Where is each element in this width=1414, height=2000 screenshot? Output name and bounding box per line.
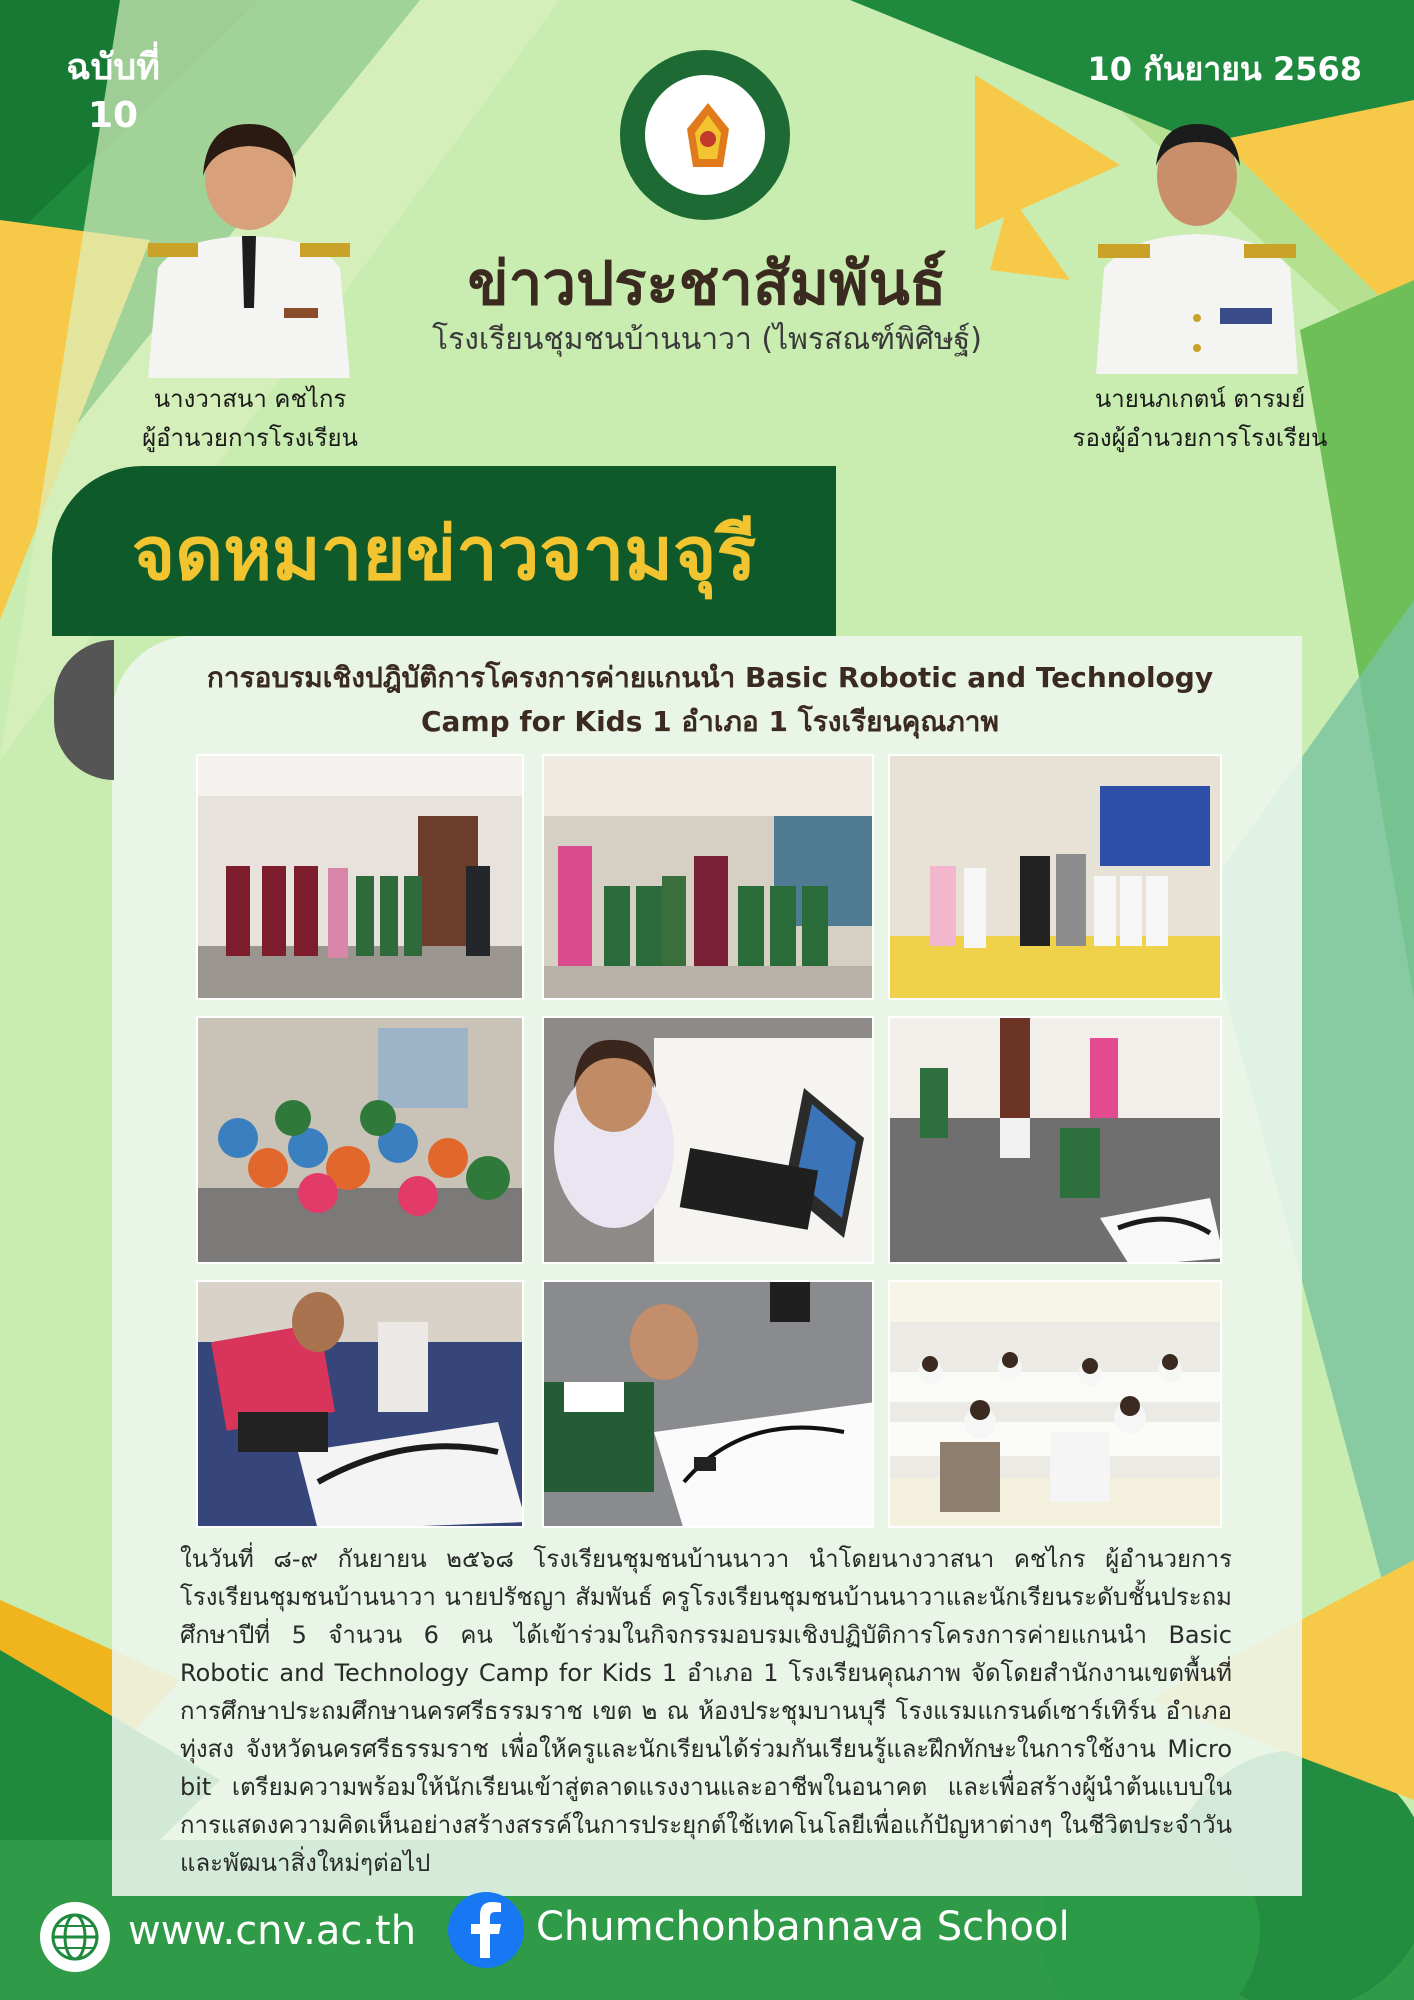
newsletter-title: จดหมายข่าวจามจุรี xyxy=(131,511,757,597)
headline: ข่าวประชาสัมพันธ์ xyxy=(467,249,947,319)
photo-group-presentation xyxy=(888,754,1222,1000)
deputy-name: นายนภเกตน์ ตารมย์ xyxy=(1094,385,1306,413)
article-body: ในวันที่ ๘-๙ กันยายน ๒๕๖๘ โรงเรียนชุมชนบ้านนาวา นำโดยนางวาสนา คชไกร ผู้อำนวยการโรงเรียนชุมชนบ้านนาวา นายปรัชญา สัมพันธ์ ครูโรงเรียนชุมชนบ้านนาวาและนักเรียนระดับชั้นประถมศึกษาปีที่ 5 จำนวน 6 คน ได้เข้าร่วมในกิจกรรมอบรมเชิงปฏิบัติการโครงการค่ายแกนนำ Basic Robotic and Technology Camp for Kids 1 อำเภอ 1 โรงเรียนคุณภาพ จัดโดยสำนักงานเขตพื้นที่การศึกษาประถมศึกษานครศรีธรรมราช เขต ๒ ณ ห้องประชุมบานบุรี โรงแรมแกรนด์เซาร์เทิร์น อำเภอทุ่งสง จังหวัดนครศรีธรรมราช เพื่อให้ครูและนักเรียนได้ร่วมกันเรียนรู้และฝึกทักษะในการใช้งาน Micro bit เตรียมความพร้อมให้นักเรียนเข้าสู่ตลาดแรงงานและอาชีพในอนาคต และเพื่อสร้างผู้นำต้นแบบในการแสดงความคิดเห็นอย่างสร้างสรรค์ในการประยุกต์ใช้เทคโนโลยีเพื่อแก้ปัญหาต่างๆ ในชีวิตประจำวันและพัฒนาสิ่งใหม่ๆต่อไป xyxy=(180,1545,1233,1877)
article-title-line-1: การอบรมเชิงปฎิบัติการโครงการค่ายแกนนำ Basic Robotic and Technology xyxy=(206,661,1214,694)
deputy-caption xyxy=(1040,380,1360,458)
director-title: ผู้อำนวยการโรงเรียน xyxy=(142,424,358,452)
photo-teacher-robot xyxy=(196,1280,524,1528)
globe-icon xyxy=(40,1902,110,1972)
issue-label: ฉบับที่ xyxy=(66,47,160,88)
photo-robot-floor xyxy=(888,1016,1222,1264)
photo-students-seated xyxy=(196,1016,524,1264)
photo-group-stage xyxy=(542,754,874,1000)
deputy-director-portrait xyxy=(1090,118,1304,374)
subheadline: โรงเรียนชุมชนบ้านนาวา (ไพรสณฑ์พิศิษฐ์) xyxy=(432,322,982,357)
deputy-title: รองผู้อำนวยการโรงเรียน xyxy=(1072,424,1328,452)
logo-inner-ring xyxy=(642,72,768,198)
facebook-link[interactable]: Chumchonbannava School xyxy=(536,1904,1070,1950)
emblem-icon xyxy=(679,101,737,171)
photo-group-hall xyxy=(196,754,524,1000)
issue-value: 10 xyxy=(87,95,139,136)
article-title-line-2: Camp for Kids 1 อำเภอ 1 โรงเรียนคุณภาพ xyxy=(421,705,999,738)
photo-student-line-robot xyxy=(542,1280,874,1528)
facebook-icon xyxy=(448,1892,524,1968)
photo-laptop-coding xyxy=(542,1016,874,1264)
photo-training-room xyxy=(888,1280,1222,1528)
website-link[interactable]: www.cnv.ac.th xyxy=(128,1908,417,1954)
director-caption xyxy=(100,380,400,458)
director-name: นางวาสนา คชไกร xyxy=(153,385,347,413)
deputy-director-photo xyxy=(1090,118,1304,374)
school-logo xyxy=(620,50,790,220)
article-title xyxy=(180,656,1240,744)
issue-date: 10 กันยายน 2568 xyxy=(1087,50,1362,88)
